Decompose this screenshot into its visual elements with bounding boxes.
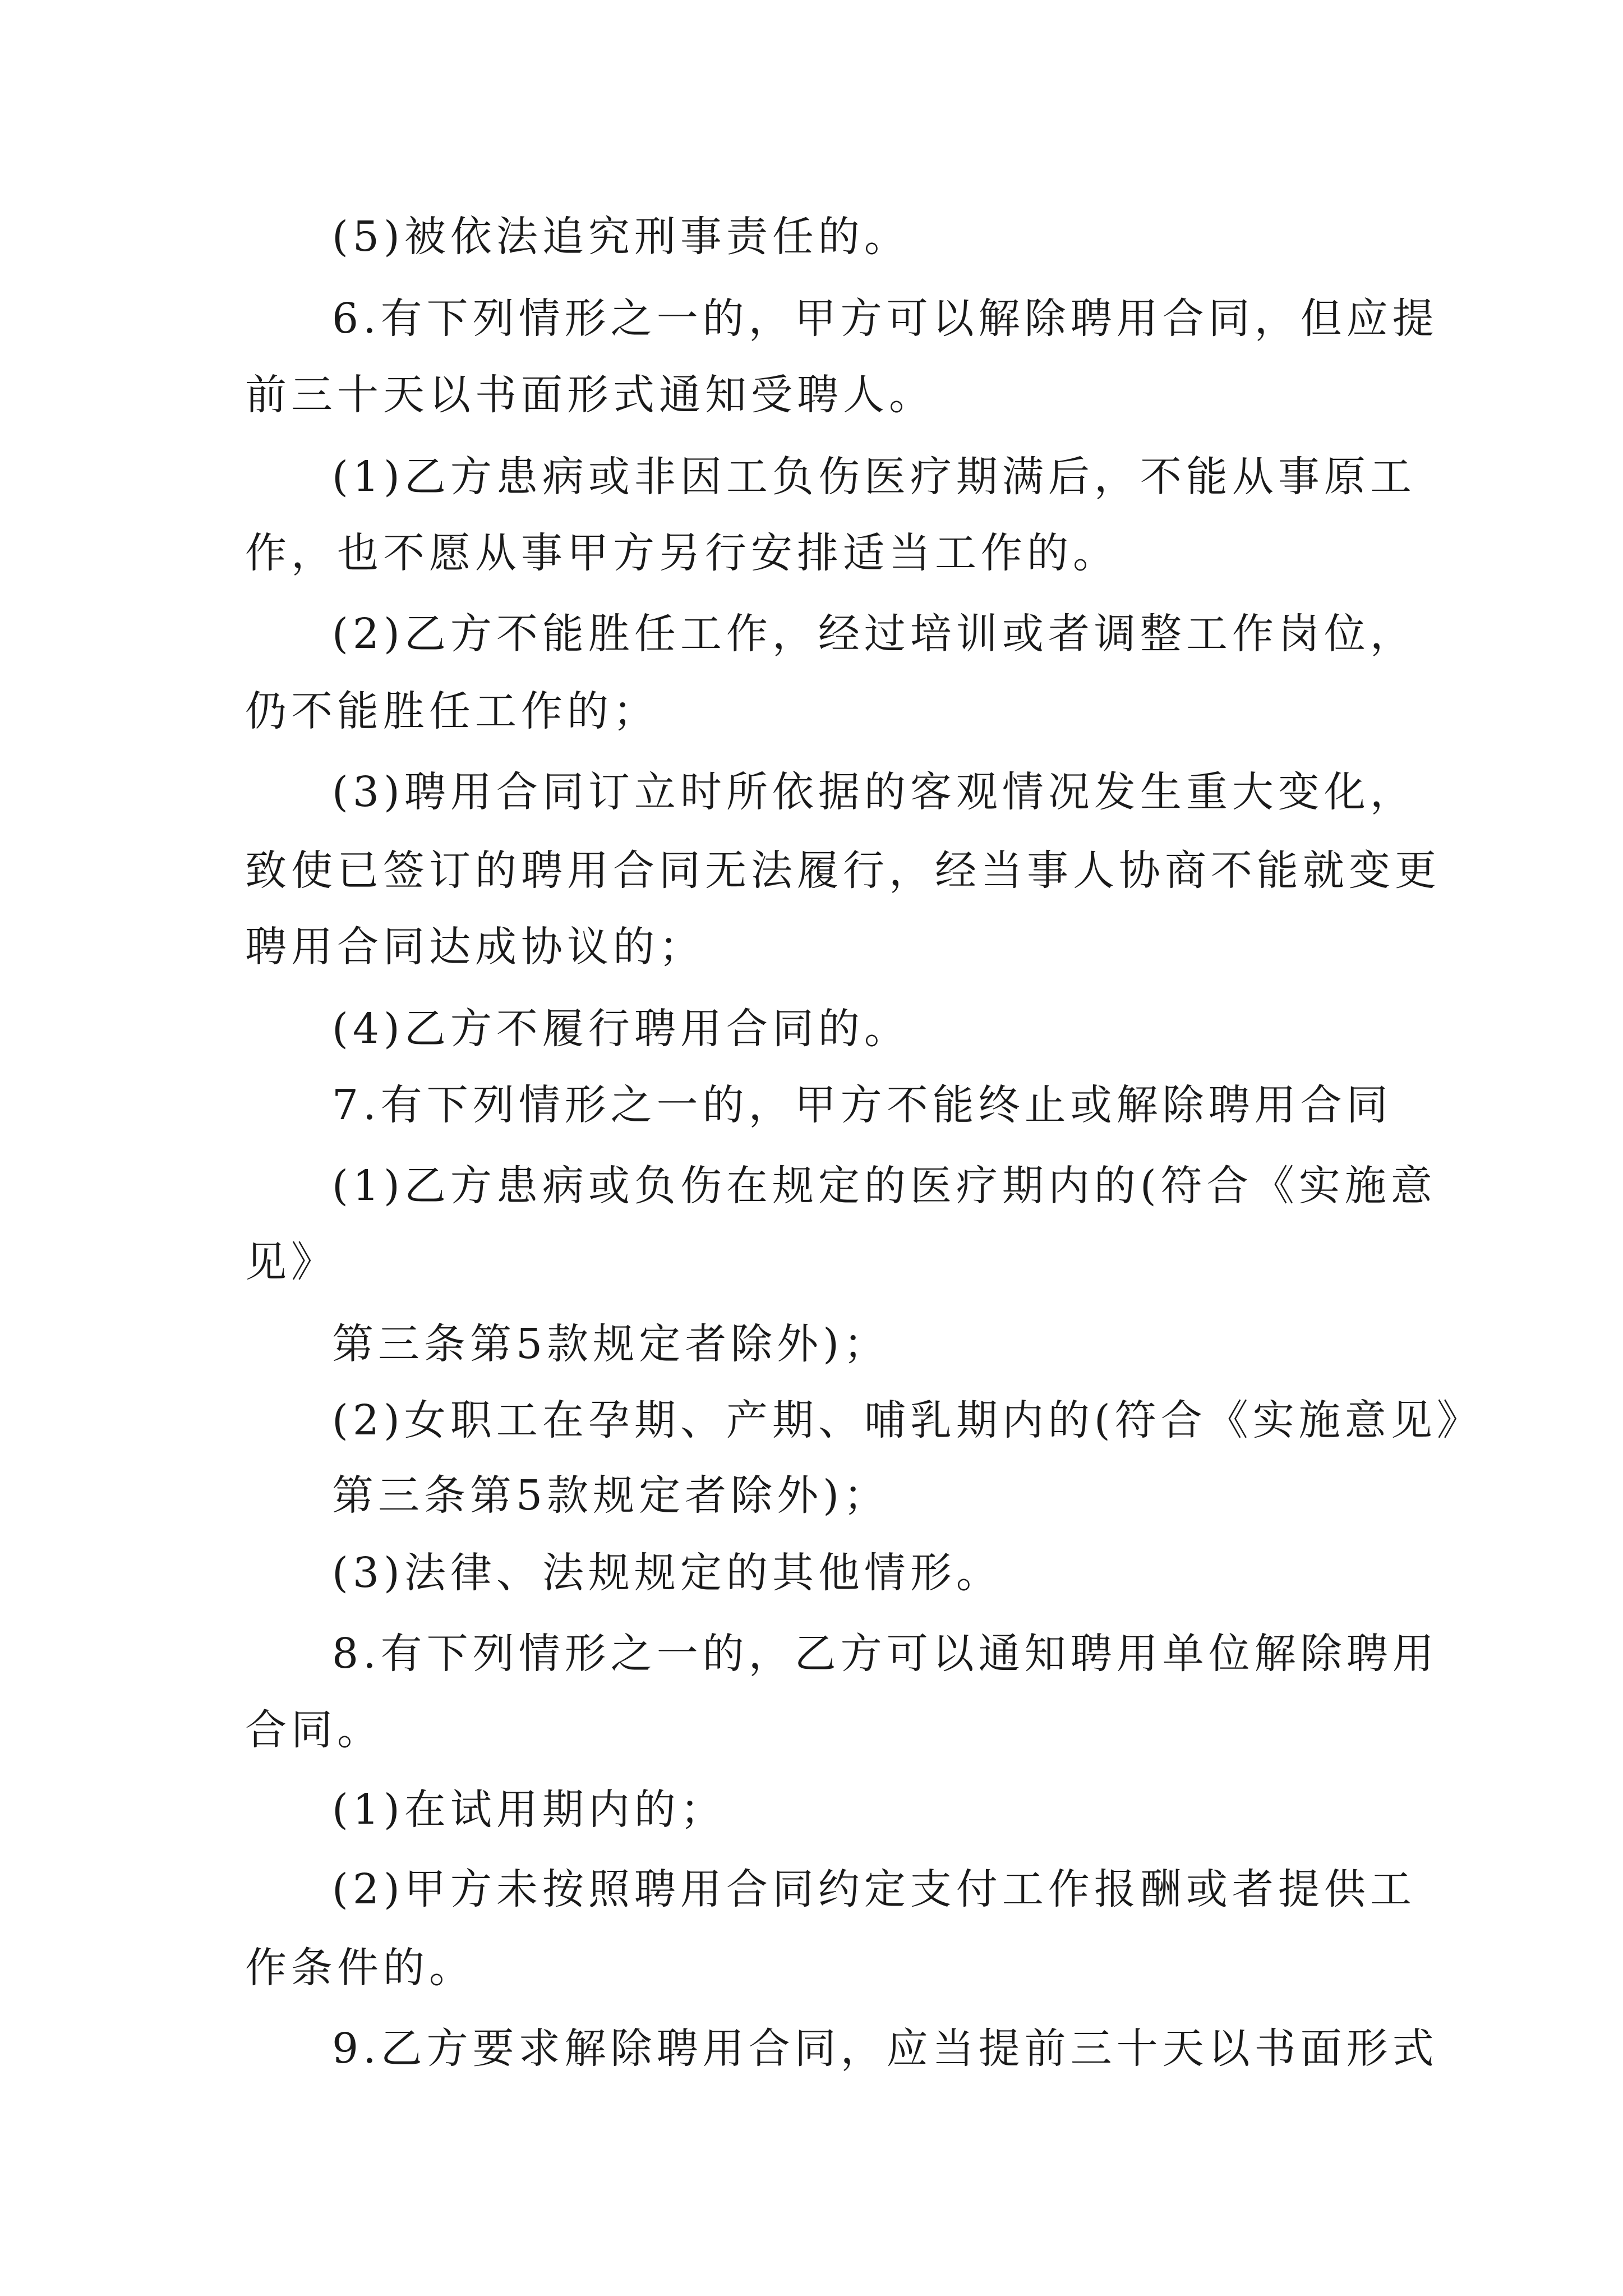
text-line: 仍不能胜任工作的； bbox=[245, 687, 659, 735]
text-line: (2)乙方不能胜任工作，经过培训或者调整工作岗位， bbox=[332, 610, 1416, 658]
text-line: 7.有下列情形之一的，甲方不能终止或解除聘用合同 bbox=[332, 1081, 1393, 1129]
text-line: (5)被依法追究刑事责任的。 bbox=[332, 213, 910, 261]
text-line: (4)乙方不履行聘用合同的。 bbox=[332, 1005, 910, 1053]
text-line: 作条件的。 bbox=[245, 1944, 475, 1992]
text-line: (3)聘用合同订立时所依据的客观情况发生重大变化， bbox=[332, 768, 1416, 816]
text-line: 8.有下列情形之一的，乙方可以通知聘用单位解除聘用 bbox=[332, 1630, 1438, 1678]
text-line: 合同。 bbox=[245, 1706, 383, 1754]
text-line: 前三十天以书面形式通知受聘人。 bbox=[245, 371, 935, 419]
text-line: (2)甲方未按照聘用合同约定支付工作报酬或者提供工 bbox=[332, 1865, 1416, 1913]
text-line: 见》 bbox=[245, 1238, 337, 1286]
text-line: 第三条第5款规定者除外)； bbox=[332, 1320, 889, 1368]
text-line: 作，也不愿从事甲方另行安排适当工作的。 bbox=[245, 529, 1119, 577]
text-line: 第三条第5款规定者除外)； bbox=[332, 1471, 889, 1520]
text-line: (1)在试用期内的； bbox=[332, 1786, 726, 1834]
text-line: (1)乙方患病或负伤在规定的医疗期内的(符合《实施意 bbox=[332, 1162, 1437, 1210]
text-line: 聘用合同达成协议的； bbox=[245, 923, 705, 971]
text-line: 6.有下列情形之一的，甲方可以解除聘用合同，但应提 bbox=[332, 295, 1438, 343]
text-line: 致使已签订的聘用合同无法履行，经当事人协商不能就变更 bbox=[245, 846, 1441, 895]
text-line: (2)女职工在孕期、产期、哺乳期内的(符合《实施意见》 bbox=[332, 1396, 1483, 1444]
text-line: (1)乙方患病或非因工负伤医疗期满后，不能从事原工 bbox=[332, 453, 1416, 501]
text-line: 9.乙方要求解除聘用合同，应当提前三十天以书面形式 bbox=[332, 2024, 1438, 2073]
text-line: (3)法律、法规规定的其他情形。 bbox=[332, 1549, 1002, 1597]
